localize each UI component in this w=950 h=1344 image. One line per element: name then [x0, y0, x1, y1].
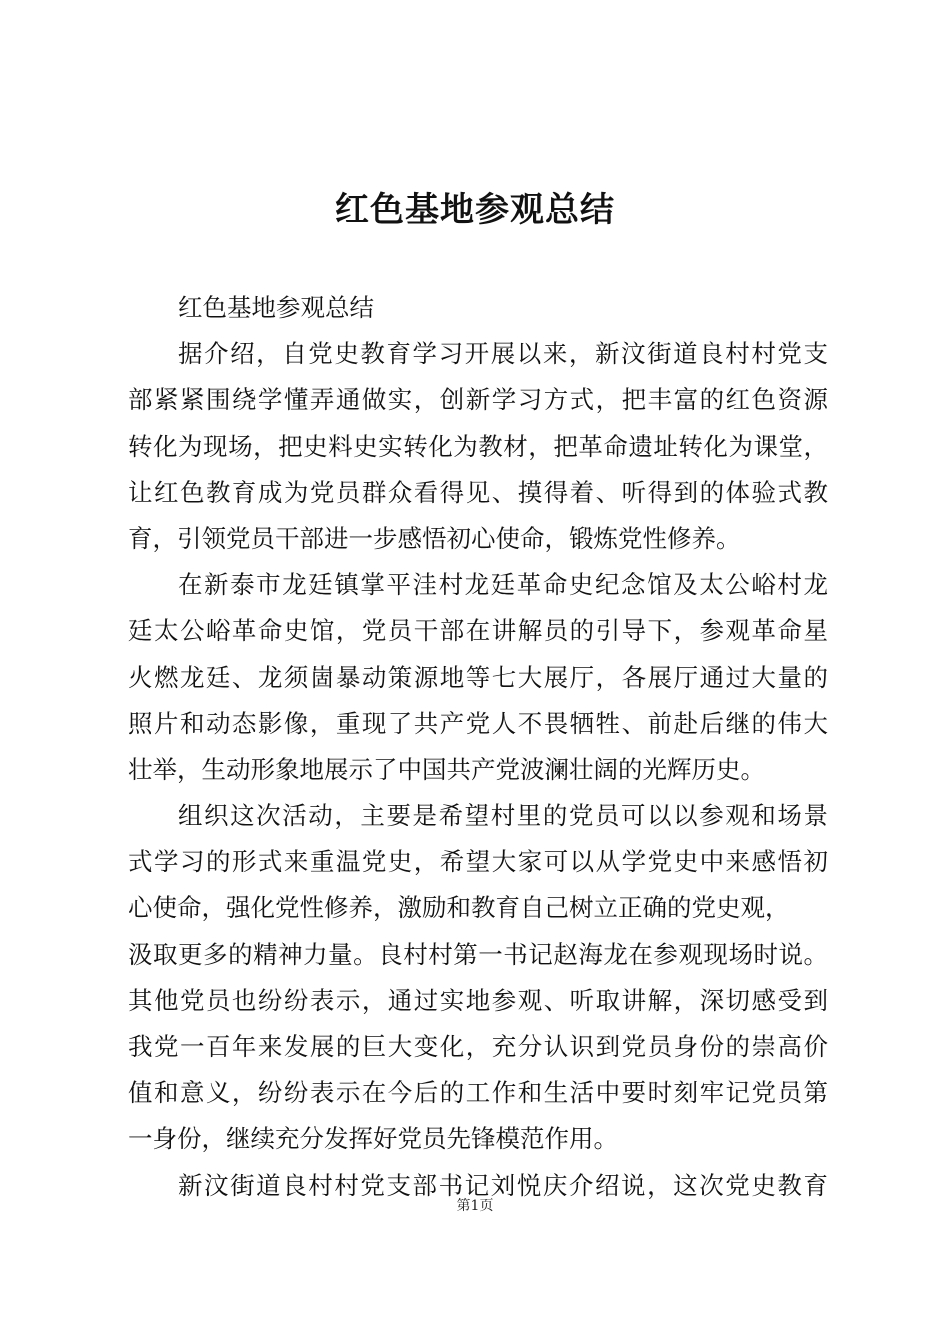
- text-line: 式学习的形式来重温党史，希望大家可以从学党史中来感悟初: [128, 847, 828, 877]
- text-line: 汲取更多的精神力量。良村村第一书记赵海龙在参观现场时说。: [128, 939, 828, 969]
- text-line: 壮举，生动形象地展示了中国共产党波澜壮阔的光辉历史。: [128, 754, 765, 784]
- page-number: 第1页: [456, 1198, 494, 1214]
- text-line: 值和意义，纷纷表示在今后的工作和生活中要时刻牢记党员第: [128, 1078, 828, 1108]
- text-line: 部紧紧围绕学懂弄通做实，创新学习方式，把丰富的红色资源: [128, 385, 828, 415]
- text-line: 在新泰市龙廷镇掌平洼村龙廷革命史纪念馆及太公峪村龙: [178, 570, 828, 600]
- text-line: 据介绍，自党史教育学习开展以来，新汶街道良村村党支: [178, 339, 828, 369]
- text-line: 转化为现场，把史料史实转化为教材，把革命遗址转化为课堂，: [128, 431, 828, 461]
- text-line: 照片和动态影像，重现了共产党人不畏牺牲、前赴后继的伟大: [128, 708, 828, 738]
- text-line: 心使命，强化党性修养，激励和教育自己树立正确的党史观，: [128, 893, 790, 923]
- text-line: 让红色教育成为党员群众看得见、摸得着、听得到的体验式教: [128, 477, 828, 507]
- text-line: 新汶街道良村村党支部书记刘悦庆介绍说，这次党史教育: [178, 1170, 828, 1200]
- text-line: 我党一百年来发展的巨大变化，充分认识到党员身份的崇高价: [128, 1032, 828, 1061]
- text-line: 红色基地参观总结: [178, 293, 374, 322]
- text-line: 一身份，继续充分发挥好党员先锋模范作用。: [128, 1124, 618, 1154]
- text-line: 其他党员也纷纷表示，通过实地参观、听取讲解，深切感受到: [128, 985, 828, 1015]
- text-line: 组织这次活动，主要是希望村里的党员可以以参观和场景: [178, 801, 828, 831]
- text-line: 火燃龙廷、龙须崮暴动策源地等七大展厅，各展厅通过大量的: [128, 662, 828, 692]
- document-title: 红色基地参观总结: [335, 190, 615, 230]
- document-body: [128, 285, 828, 1209]
- text-line: 育，引领党员干部进一步感悟初心使命，锻炼党性修养。: [128, 523, 741, 553]
- text-line: 廷太公峪革命史馆，党员干部在讲解员的引导下，参观革命星: [128, 616, 828, 646]
